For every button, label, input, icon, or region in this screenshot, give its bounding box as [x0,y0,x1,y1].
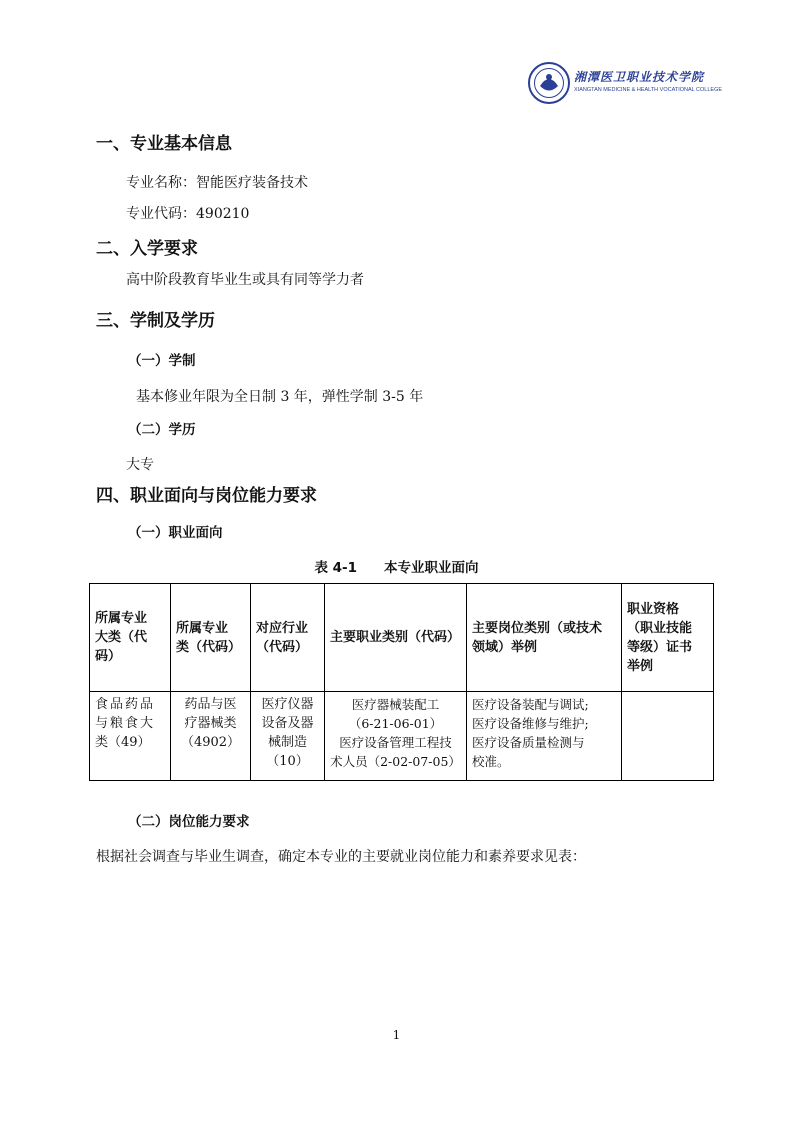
table-cell: 医疗设备装配与调试; 医疗设备维修与维护; 医疗设备质量检测与 校准。 [467,692,622,781]
section-title-schooling: 三、学制及学历 [96,311,215,331]
header-cell: 对应行业 （代码） [251,584,325,692]
header-cell: 职业资格 （职业技能 等级）证书 举例 [622,584,714,692]
table-cell: 食品药品 与粮食大 类（49） [90,692,171,781]
college-logo [528,62,723,106]
admission-text: 高中阶段教育毕业生或具有同等学力者 [126,272,364,288]
logo-chinese-name: 湘潭医卫职业技术学院 [574,70,705,84]
subsection-duration: （一）学制 [128,353,196,369]
table-cell: 医疗仪器 设备及器 械制造 （10） [251,692,325,781]
subsection-degree: （二）学历 [128,422,196,438]
table-caption: 表 4-1 本专业职业面向 [314,560,479,576]
duration-text: 基本修业年限为全日制 3 年，弹性学制 3-5 年 [136,389,424,405]
page-number: 1 [392,1028,401,1042]
degree-text: 大专 [126,457,154,473]
table-cell: 医疗器械装配工 （6-21-06-01） 医疗设备管理工程技 术人员（2-02-07-05） [325,692,467,781]
major-name: 专业名称：智能医疗装备技术 [126,175,308,191]
section-title-career: 四、职业面向与岗位能力要求 [96,486,317,506]
header-cell: 主要职业类别（代码） [325,584,467,692]
table-header-row [90,584,714,692]
section-title-basic-info: 一、专业基本信息 [96,134,232,154]
college-seal-icon [528,62,570,104]
table-row [90,692,714,781]
subsection-career-orientation: （一）职业面向 [128,525,223,541]
job-abilities-text: 根据社会调查与毕业生调查，确定本专业的主要就业岗位能力和素养要求见表： [96,849,586,865]
header-cell: 所属专业 类（代码） [171,584,251,692]
table-cell [622,692,714,781]
logo-english-name: XIANGTAN MEDICINE & HEALTH VOCATIONAL COLLEGE [574,87,723,93]
header-cell: 主要岗位类别（或技术 领域）举例 [467,584,622,692]
subsection-job-abilities: （二）岗位能力要求 [128,814,250,830]
major-code: 专业代码：490210 [126,206,250,222]
section-title-admission: 二、入学要求 [96,239,198,259]
header-cell: 所属专业 大类（代 码） [90,584,171,692]
table-cell: 药品与医 疗器械类 （4902） [171,692,251,781]
career-orientation-table [89,583,714,781]
